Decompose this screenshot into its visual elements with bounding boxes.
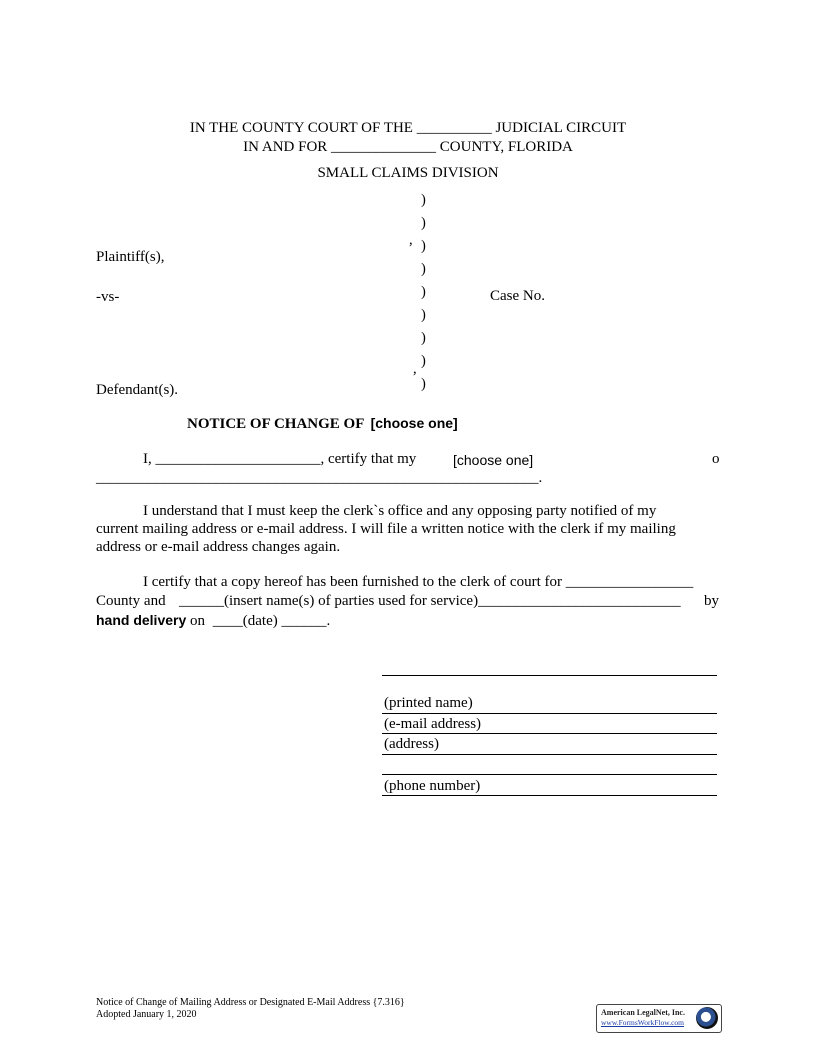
address-underline [382,754,717,755]
versus-label: -vs- [96,289,120,305]
caption-paren: ) [421,215,426,231]
caption-comma: , [413,361,417,377]
address-label: (address) [384,736,439,752]
certify-blank-line[interactable]: ___________________________________________________________. [96,470,543,486]
paragraph2-by: by [704,593,719,609]
caption-paren: ) [421,238,426,254]
case-number-label: Case No. [490,288,545,304]
paragraph2-on: on [190,613,206,629]
publisher-name: American LegalNet, Inc. [601,1008,685,1017]
certify-choice-selector[interactable]: [choose one] [453,452,534,468]
certify-trailing-char: o [712,451,720,467]
printed-name-underline [382,713,717,714]
caption-paren: ) [421,353,426,369]
paragraph1-line1: I understand that I must keep the clerk`s office and any opposing party notified of my [143,503,657,519]
date-field[interactable]: ____(date) ______. [212,613,331,629]
phone-label: (phone number) [384,778,481,794]
caption-paren: ) [421,376,426,392]
paragraph1-line2: current mailing address or e-mail address. I will file a written notice with the clerk if my mailing [96,521,676,537]
certify-statement-start: I, ______________________, certify that my [143,451,417,467]
defendant-label: Defendant(s). [96,382,179,398]
address-second-line[interactable] [382,774,717,775]
caption-paren: ) [421,192,426,208]
footer-form-title: Notice of Change of Mailing Address or Designated E-Mail Address {7.316} [96,997,405,1008]
footer-adopted-date: Adopted January 1, 2020 [96,1009,197,1020]
court-header-line1: IN THE COUNTY COURT OF THE __________ JUDICIAL CIRCUIT [189,120,627,136]
email-underline [382,733,717,734]
publisher-url[interactable]: www.FormsWorkFlow.com [601,1018,685,1027]
caption-comma: , [409,232,413,248]
notice-type-selector[interactable]: [choose one] [370,415,458,431]
paragraph1-line3: address or e-mail address changes again. [96,539,341,555]
paragraph2-county-and: County and [96,593,166,609]
court-header-line2: IN AND FOR ______________ COUNTY, FLORIDA [243,139,573,155]
caption-paren: ) [421,307,426,323]
email-label: (e-mail address) [384,716,482,732]
notice-title-prefix: NOTICE OF CHANGE OF [187,416,364,432]
printed-name-label: (printed name) [384,695,473,711]
paragraph2-line3 [96,611,330,630]
paragraph2-line1: I certify that a copy hereof has been furnished to the clerk of court for _________________ [143,574,694,590]
signature-line[interactable] [382,675,717,676]
publisher-logo[interactable] [596,1004,722,1033]
service-parties-field[interactable]: ______(insert name(s) of parties used for service)___________________________ [179,593,681,609]
phone-underline [382,795,717,796]
caption-paren: ) [421,284,426,300]
publisher-seal-icon [696,1007,718,1029]
caption-paren: ) [421,261,426,277]
plaintiff-label: Plaintiff(s), [96,249,165,265]
division-heading: SMALL CLAIMS DIVISION [317,165,499,181]
delivery-method-selector[interactable]: hand delivery [96,612,187,628]
notice-title [187,414,458,433]
caption-paren: ) [421,330,426,346]
